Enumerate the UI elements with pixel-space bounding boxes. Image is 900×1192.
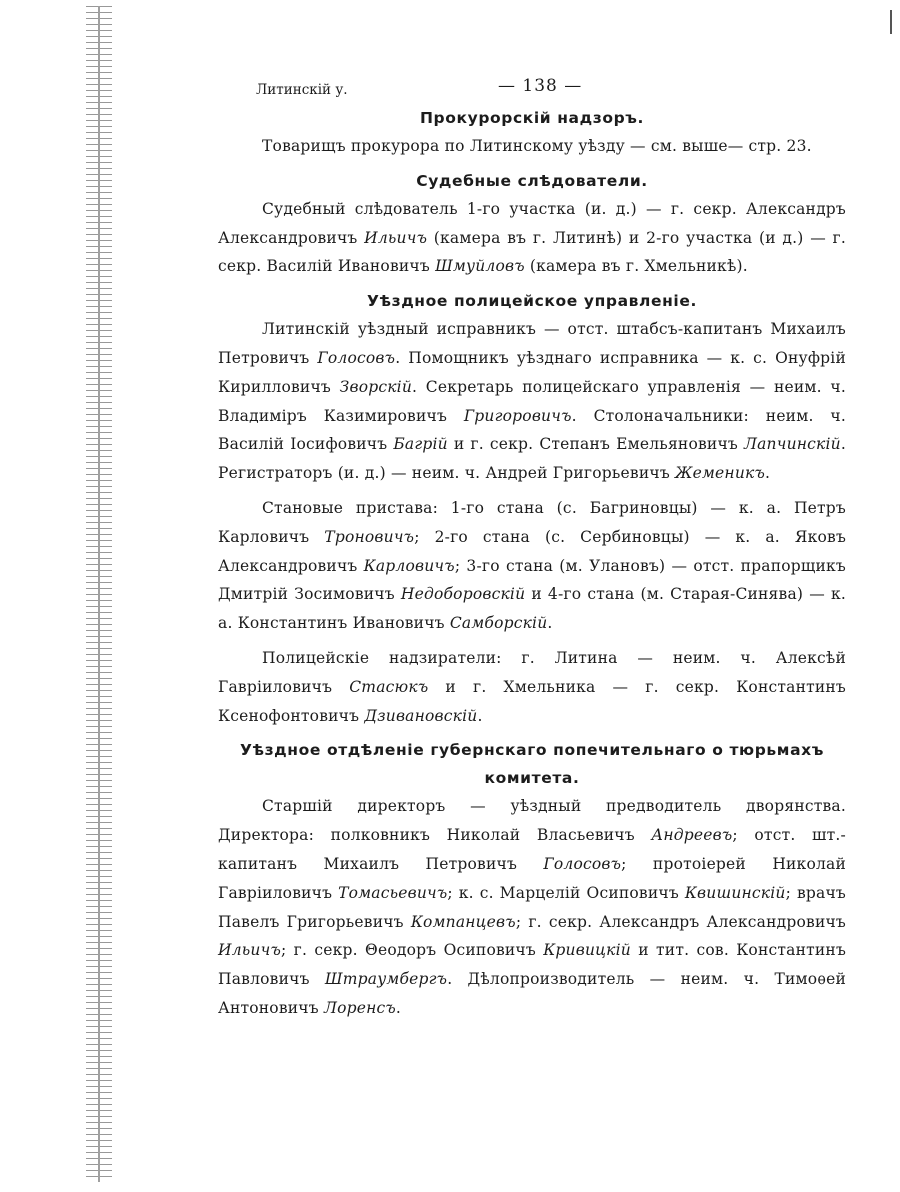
person-surname: Голосовъ — [543, 854, 622, 873]
person-surname: Дзивановскій — [364, 706, 478, 725]
section — [218, 167, 846, 281]
person-surname: Карловичъ — [363, 556, 455, 575]
section — [218, 104, 846, 161]
person-surname: Стасюкъ — [349, 677, 429, 696]
person-surname: Зворскій — [339, 377, 413, 396]
person-surname: Кривицкій — [543, 941, 631, 960]
person-surname: Штраумбергъ — [324, 970, 448, 989]
person-surname: Лапчинскій — [743, 435, 841, 454]
person-surname: Шмуйловъ — [435, 257, 525, 276]
section-heading: Прокурорскій надзоръ. — [419, 109, 645, 127]
paragraph: Старшій директоръ — уѣздный предводитель дворянства. Директора: полковникъ Николай Власьевичъ Андреевъ; отст. шт.-капитанъ Михаилъ Петровичъ Голосовъ; протоіерей Николай Гавріиловичъ Томасьевичъ; к. с. Марцелій Осиповичъ Квишинскій; врачъ Павелъ Григорьевичъ Компанцевъ; г. секр. Александръ Александровичъ Ильичъ; г. секр. Θеодоръ Осиповичъ Кривицкій и тит. сов. Константинъ Павловичъ Штраумбергъ. Дѣлопроизводитель — неим. ч. Тимоѳей Антоновичъ Лоренсъ. — [218, 797, 847, 1017]
person-surname: Андреевъ — [651, 826, 733, 845]
document-page — [218, 70, 846, 1029]
section-heading: Уѣздное отдѣленіе губернскаго попечительнаго о тюрьмахъ комитета. — [240, 741, 824, 788]
page-number: — 138 — — [498, 76, 583, 96]
person-surname: Ильичъ — [218, 941, 281, 960]
person-surname: Ильичъ — [364, 228, 428, 247]
scan-binding-edge — [86, 6, 112, 1182]
paragraph: Полицейскіе надзиратели: г. Литина — неим. ч. Алексѣй Гавріиловичъ Стасюкъ и г. Хмельника — г. секр. Константинъ Ксенофонтовичъ Дзивановскій. — [218, 648, 846, 725]
person-surname: Лоренсъ — [323, 998, 396, 1017]
section — [218, 287, 846, 730]
person-surname: Квишинскій — [684, 883, 786, 902]
person-surname: Недоборовскій — [400, 585, 526, 604]
scan-edge-mark — [890, 10, 892, 34]
paragraph: Литинскій уѣздный исправникъ — отст. штабсъ-капитанъ Михаилъ Петровичъ Голосовъ. Помощникъ уѣзднаго исправника — к. с. Онуфрій Кирилловичъ Зворскій. Секретарь полицейскаго управленія — неим. ч. Владиміръ Казимировичъ Григоровичъ. Столоначальники: неим. ч. Василій Іосифовичъ Багрій и г. секр. Степанъ Емельяновичъ Лапчинскій. Регистраторъ (и. д.) — неим. ч. Андрей Григорьевичъ Жеменикъ. — [218, 320, 847, 483]
person-surname: Томасьевичъ — [338, 883, 448, 902]
person-surname: Компанцевъ — [410, 912, 516, 931]
paragraph: Товарищъ прокурора по Литинскому уѣзду — см. выше— стр. 23. — [262, 137, 812, 155]
person-surname: Григоровичъ — [463, 406, 572, 425]
running-head — [218, 70, 846, 104]
person-surname: Жеменикъ — [675, 464, 766, 483]
document-body — [218, 104, 846, 1023]
person-surname: Самборскій — [449, 614, 548, 633]
person-surname: Голосовъ — [317, 348, 396, 367]
section — [218, 736, 846, 1022]
person-surname: Троновичъ — [324, 527, 415, 546]
section-heading: Уѣздное полицейское управленіе. — [367, 292, 697, 311]
paragraph: Становые пристава: 1-го стана (с. Багриновцы) — к. а. Петръ Карловичъ Троновичъ; 2-го стана (с. Сербиновцы) — к. а. Яковъ Александровичъ Карловичъ; 3-го стана (м. Улановъ) — отст. прапорщикъ Дмитрій Зосимовичъ Недоборовскій и 4-го стана (м. Старая-Синява) — к. а. Константинъ Ивановичъ Самборскій. — [218, 498, 847, 633]
district-label: Литинскій у. — [256, 82, 348, 98]
person-surname: Багрій — [393, 435, 448, 454]
paragraph: Судебный слѣдователь 1-го участка (и. д.) — г. секр. Александръ Александровичъ Ильичъ (камера въ г. Литинѣ) и 2-го участка (и д.) — г. секр. Василій Ивановичъ Шмуйловъ (камера въ г. Хмельникѣ). — [218, 199, 846, 276]
section-heading: Судебные слѣдователи. — [416, 171, 648, 190]
